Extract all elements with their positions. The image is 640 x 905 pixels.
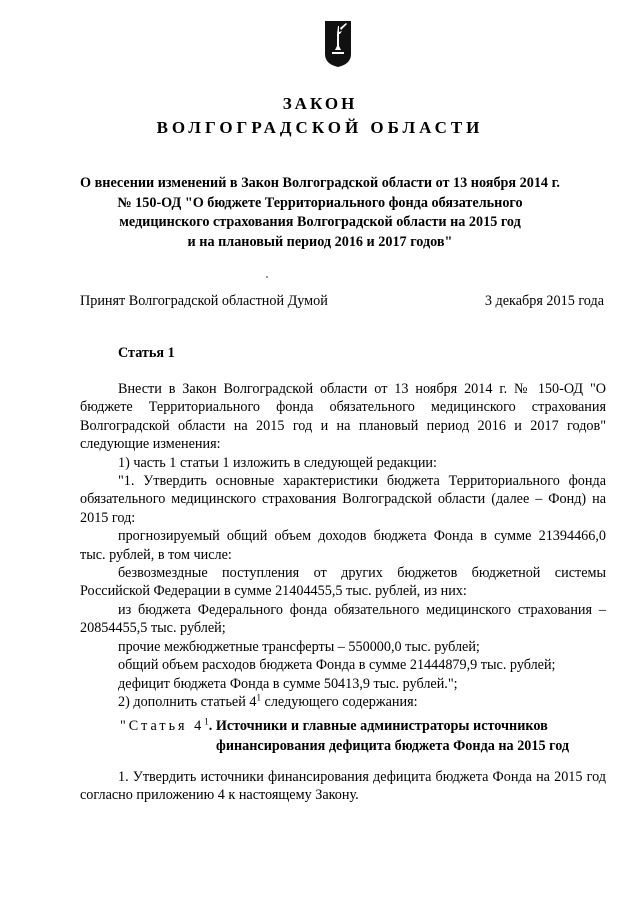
quoted-provision: "1. Утвердить основные характеристики бюджета Территориального фонда обязательного медицинского страхования Волгоградской области (далее – Фонд) на 2015 год:	[80, 473, 606, 526]
adopted-by: Принят Волгоградской областной Думой	[80, 293, 328, 309]
inserted-article-title-2: финансирования дефицита бюджета Фонда на 2015 год	[216, 738, 570, 754]
inserted-article-title-1: . Источники и главные администраторы источников	[208, 718, 548, 734]
item2-suffix: следующего содержания:	[260, 693, 418, 710]
subtitle-line: медицинского страхования Волгоградской области на 2015 год	[119, 214, 521, 230]
article-body	[80, 380, 606, 711]
gratuitous-text: безвозмездные поступления от других бюджетов бюджетной системы Российской Федерации в сумме 21404455,5 тыс. рублей, из них:	[80, 565, 606, 600]
amendment-item-2	[80, 693, 606, 711]
article-intro: Внести в Закон Волгоградской области от 13 ноября 2014 г. № 150-ОД "О бюджете Территориального фонда обязательного медицинского страхования Волгоградской области на 2015 год и на плановый период 2016 и 2017 годов" следующие изменения:	[80, 381, 606, 453]
region-title: ВОЛГОГРАДСКОЙ ОБЛАСТИ	[156, 118, 484, 137]
adoption-date: 3 декабря 2015 года	[484, 293, 604, 309]
article-heading: Статья 1	[118, 345, 175, 361]
coat-of-arms-icon	[324, 20, 352, 68]
document-subtitle	[70, 174, 570, 252]
inserted-article-prefix: "Статья 4	[120, 718, 205, 734]
federal-fund-text: из бюджета Федерального фонда обязательного медицинского страхования – 20854455,5 тыс. рублей;	[80, 601, 606, 637]
inserted-article-heading	[120, 716, 606, 756]
other-transfers-text: прочие межбюджетные трансферты – 550000,0 тыс. рублей;	[118, 638, 480, 655]
scan-dot	[266, 276, 268, 278]
amendment-item-1: 1) часть 1 статьи 1 изложить в следующей редакции:	[118, 454, 437, 471]
item2-superscript: 1	[256, 692, 261, 703]
subtitle-line: и на плановый период 2016 и 2017 годов"	[187, 233, 453, 250]
expenses-text: общий объем расходов бюджета Фонда в сумме 21444879,9 тыс. рублей;	[118, 657, 556, 674]
subtitle-line: № 150-ОД "О бюджете Территориального фонда обязательного	[117, 194, 523, 211]
revenue-text: прогнозируемый общий объем доходов бюджета Фонда в сумме 21394466,0 тыс. рублей, в том числе:	[80, 528, 606, 563]
deficit-text: дефицит бюджета Фонда в сумме 50413,9 тыс. рублей.";	[118, 675, 458, 692]
law-title: ЗАКОН	[282, 94, 358, 113]
inserted-article-superscript: 1	[204, 716, 209, 727]
inserted-article-point-1	[80, 768, 606, 805]
point-1-text: 1. Утвердить источники финансирования дефицита бюджета Фонда на 2015 год согласно приложению 4 к настоящему Закону.	[80, 769, 606, 804]
subtitle-line: О внесении изменений в Закон Волгоградской области от 13 ноября 2014 г.	[80, 175, 560, 191]
item2-prefix: 2) дополнить статьей 4	[118, 693, 257, 710]
